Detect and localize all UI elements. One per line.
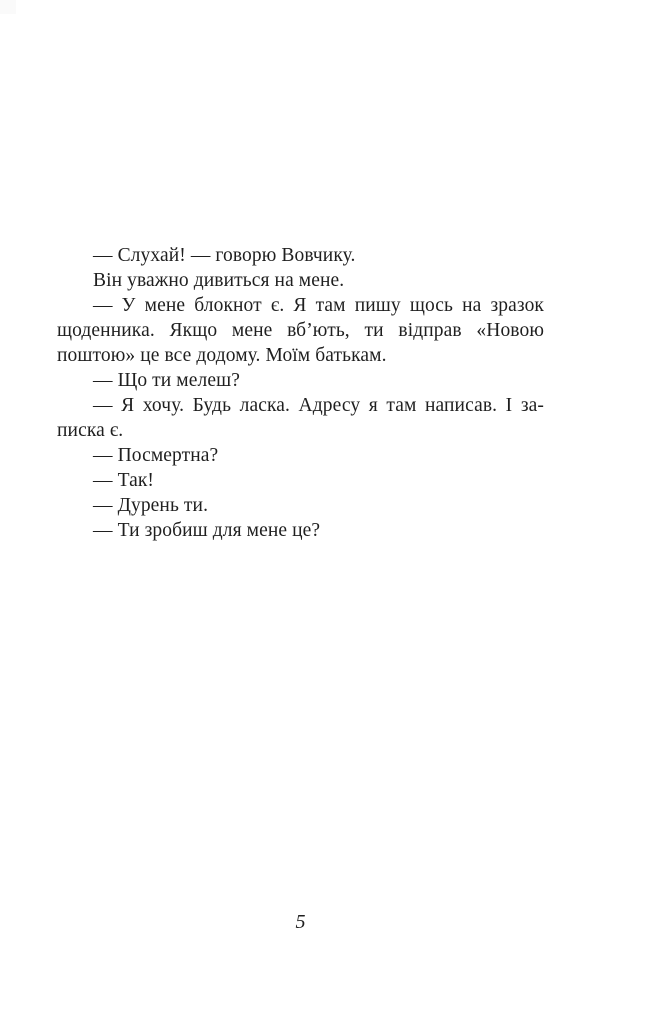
text-line: поштою» це все додому. Моїм батькам. xyxy=(57,345,387,366)
text-line: — Що ти мелеш? xyxy=(93,370,240,391)
text-line: писка є. xyxy=(57,420,124,441)
text-line: Він уважно дивиться на мене. xyxy=(93,270,345,291)
page-number: 5 xyxy=(295,911,306,933)
text-line: — Так! xyxy=(93,470,155,491)
scan-corner-artifact xyxy=(0,0,16,14)
text-line: — Дурень ти. xyxy=(93,495,209,516)
text-line: — Ти зробиш для мене це? xyxy=(93,520,321,541)
text-line: — Я хочу. Будь ласка. Адресу я там написав. І за- xyxy=(93,395,544,416)
page-text xyxy=(57,243,544,543)
text-line: — Слухай! — говорю Вовчику. xyxy=(93,245,356,266)
text-line: — Посмертна? xyxy=(93,445,219,466)
text-line: щоденника. Якщо мене вб’ють, ти відправ «Новою xyxy=(57,320,544,341)
text-line: — У мене блокнот є. Я там пишу щось на зразок xyxy=(93,295,544,316)
